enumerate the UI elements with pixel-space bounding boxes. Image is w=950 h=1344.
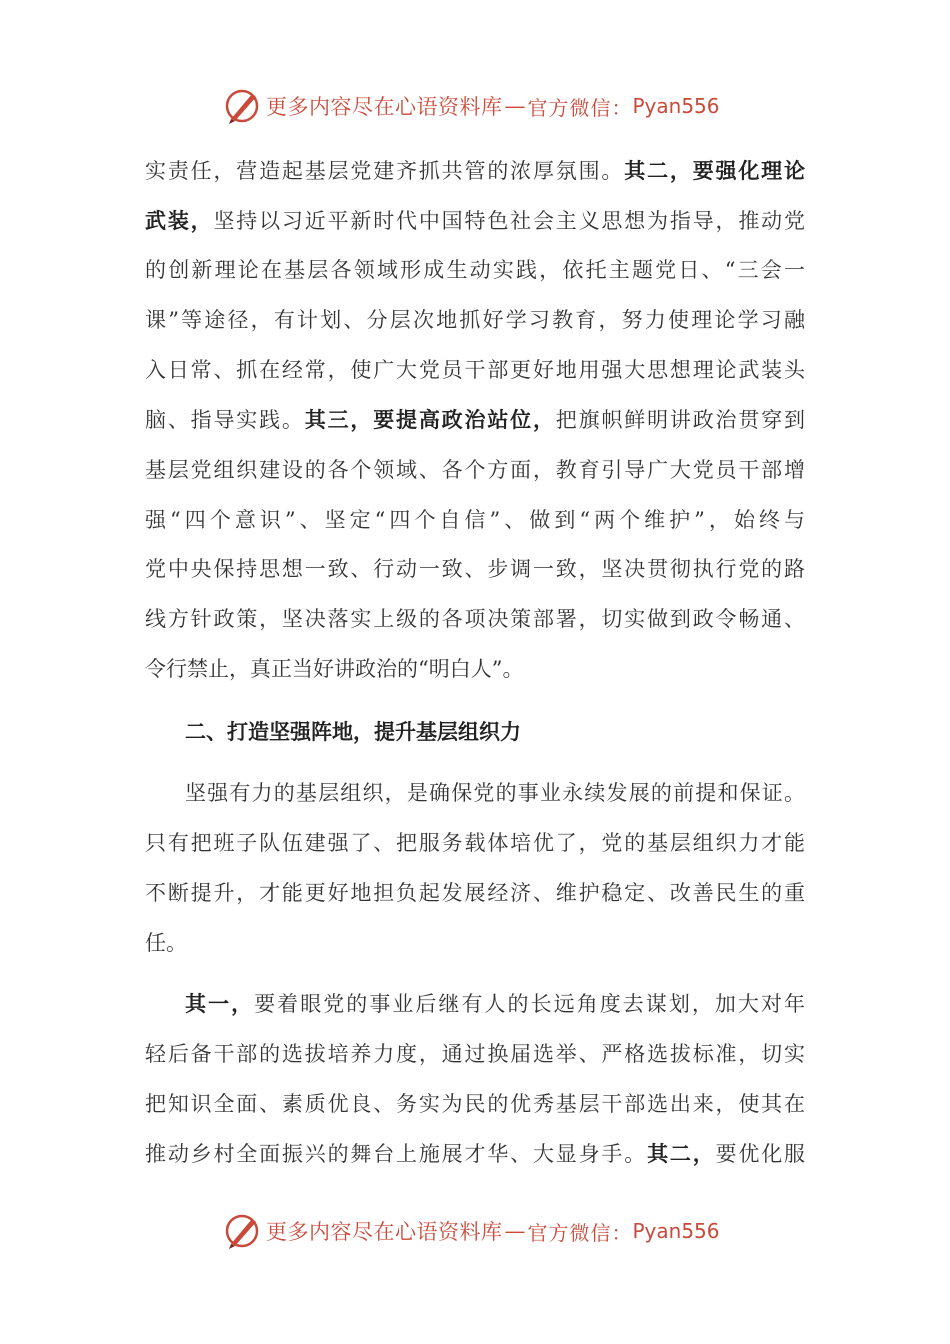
header-wechat-label: 官方微信：	[527, 95, 633, 120]
bold-text-run: 其二，要强化理论	[624, 158, 805, 183]
pen-circle-logo-icon	[222, 1211, 262, 1251]
header-wechat-id: Pyan556	[632, 94, 720, 118]
section-heading: 二、打造坚强阵地，提升基层组织力	[185, 719, 521, 744]
footer-slogan: 更多内容尽在心语资料库	[266, 1220, 503, 1244]
header-slogan: 更多内容尽在心语资料库	[266, 95, 503, 119]
text-line	[145, 203, 805, 239]
text-line	[145, 153, 805, 189]
bold-text-run: 其二，	[647, 1141, 716, 1166]
header-dash: —	[504, 94, 526, 118]
text-line: 只有把班子队伍建强了、把服务载体培优了，党的基层组织力才能	[145, 831, 805, 855]
text-line: 坚强有力的基层组织，是确保党的事业永续发展的前提和保证。	[185, 781, 805, 805]
text-run: 坚持以习近平新时代中国特色社会主义思想为指导，推动党	[213, 209, 806, 233]
text-line	[145, 1136, 805, 1172]
bold-text-run: 其三，要提高政治站位，	[304, 407, 556, 432]
text-line: 线方针政策，坚决落实上级的各项决策部署，切实做到政令畅通、	[145, 607, 805, 631]
bold-text-run: 其一，	[185, 991, 255, 1016]
text-line: 入日常、抓在经常，使广大党员干部更好地用强大思想理论武装头	[145, 358, 805, 382]
footer-banner	[222, 1211, 722, 1251]
text-line	[185, 986, 805, 1022]
text-line: 任。	[145, 931, 187, 955]
header-banner	[222, 86, 722, 126]
text-line: 不断提升，才能更好地担负起发展经济、维护稳定、改善民生的重	[145, 881, 805, 905]
bold-text-run: 武装，	[145, 208, 214, 233]
text-line	[145, 402, 805, 438]
text-run: 实责任，营造起基层党建齐抓共管的浓厚氛围。	[145, 159, 625, 183]
text-line: 课”等途径，有计划、分层次地抓好学习教育，努力使理论学习融	[145, 308, 805, 332]
footer-dash: —	[504, 1219, 526, 1243]
text-run: 把旗帜鲜明讲政治贯穿到	[555, 408, 806, 432]
text-line: 令行禁止，真正当好讲政治的“明白人”。	[145, 657, 524, 681]
text-line: 强“四个意识”、坚定“四个自信”、做到“两个维护”，始终与	[145, 508, 805, 532]
text-run: 要着眼党的事业后继有人的长远角度去谋划，加大对年	[254, 992, 806, 1016]
text-run: 要优化服	[715, 1142, 806, 1166]
text-line: 的创新理论在基层各领域形成生动实践，依托主题党日、“三会一	[145, 258, 805, 282]
footer-wechat-id: Pyan556	[632, 1219, 720, 1243]
text-line: 把知识全面、素质优良、务实为民的优秀基层干部选出来，使其在	[145, 1092, 805, 1116]
text-line: 基层党组织建设的各个领域、各个方面，教育引导广大党员干部增	[145, 458, 805, 482]
pen-circle-logo-icon	[222, 86, 262, 126]
text-line: 轻后备干部的选拔培养力度，通过换届选举、严格选拔标准，切实	[145, 1042, 805, 1066]
text-run: 推动乡村全面振兴的舞台上施展才华、大显身手。	[145, 1142, 648, 1166]
footer-wechat-label: 官方微信：	[527, 1220, 633, 1245]
text-line: 党中央保持思想一致、行动一致、步调一致，坚决贯彻执行党的路	[145, 557, 805, 581]
text-run: 脑、指导实践。	[145, 408, 305, 432]
